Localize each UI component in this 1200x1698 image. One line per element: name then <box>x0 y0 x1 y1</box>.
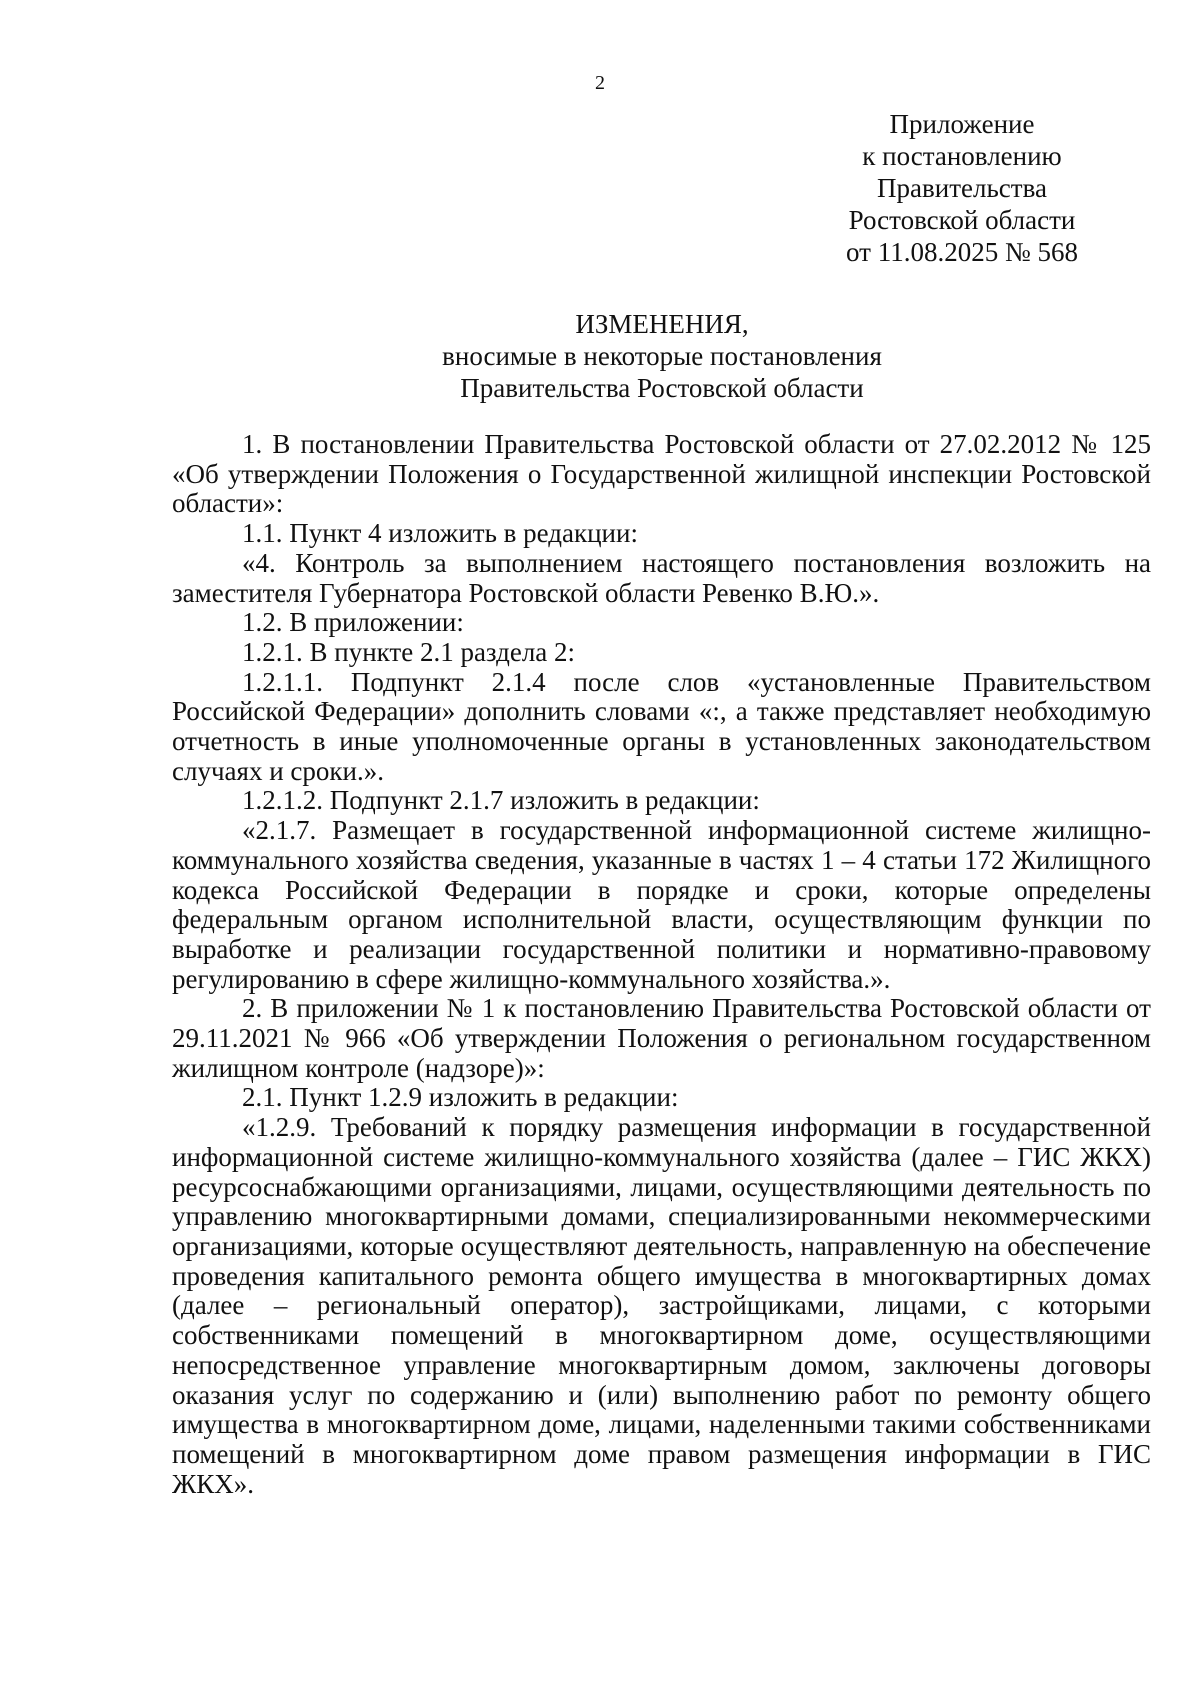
paragraph-quote-1-2-9: «1.2.9. Требований к порядку размещения информации в государственной информационной системе жилищно-коммунального хозяйства (далее – ГИС ЖКХ) ресурсоснабжающими организациями, лицами, осуществляющими деятельность по управлению многоквартирными домами, специализированными некоммерческими организациями, которые осуществляют деятельность, направленную на обеспечение проведения капитального ремонта общего имущества в многоквартирных домах (далее – региональный оператор), застройщиками, лицами, с которыми собственниками помещений в многоквартирном доме, осуществляющими непосредственное управление многоквартирным домом, заключены договоры оказания услуг по содержанию и (или) выполнению работ по ремонту общего имущества в многоквартирном доме, лицами, наделенными такими собственниками помещений в многоквартирном доме правом размещения информации в ГИС ЖКХ». <box>172 1112 1151 1499</box>
paragraph-1-2: 1.2. В приложении: <box>242 607 464 638</box>
paragraph-2: 2. В приложении № 1 к постановлению Правительства Ростовской области от 29.11.2021 № 966 «Об утверждении Положения о региональном государственном жилищном контроле (надзоре)»: <box>172 993 1151 1083</box>
page-number: 2 <box>595 72 605 94</box>
paragraph-1-2-1: 1.2.1. В пункте 2.1 раздела 2: <box>242 636 576 667</box>
document-heading <box>172 308 1152 404</box>
paragraph-quote-4: «4. Контроль за выполнением настоящего постановления возложить на заместителя Губернатора Ростовской области Ревенко В.Ю.». <box>172 547 1151 608</box>
heading-subtitle: Правительства Ростовской области <box>460 373 864 403</box>
paragraph-1-1: 1.1. Пункт 4 изложить в редакции: <box>242 518 638 549</box>
heading-title: ИЗМЕНЕНИЯ, <box>575 309 749 339</box>
annex-line: Правительства <box>877 173 1047 203</box>
paragraph-quote-2-1-7: «2.1.7. Размещает в государственной информационной системе жилищно-коммунального хозяйства сведения, указанные в частях 1 – 4 статьи 172 Жилищного кодекса Российской Федерации в порядке и сроки, которые определены федеральным органом исполнительной власти, осуществляющим функции по выработке и реализации государственной политики и нормативно-правовому регулированию в сфере жилищно-коммунального хозяйства.». <box>172 815 1151 994</box>
document-body <box>172 430 1151 1499</box>
annex-block <box>812 108 1112 268</box>
paragraph-2-1: 2.1. Пункт 1.2.9 изложить в редакции: <box>242 1082 679 1113</box>
paragraph-1-2-1-1: 1.2.1.1. Подпункт 2.1.4 после слов «установленные Правительством Российской Федерации» дополнить словами «:, а также представляет необходимую отчетность в иные уполномоченные органы в установленных законодательством случаях и сроки.». <box>172 666 1151 786</box>
paragraph-1-2-1-2: 1.2.1.2. Подпункт 2.1.7 изложить в редакции: <box>242 785 760 816</box>
heading-subtitle: вносимые в некоторые постановления <box>442 341 882 371</box>
annex-line: к постановлению <box>862 141 1062 171</box>
annex-line: Ростовской области <box>848 205 1076 235</box>
annex-line: от 11.08.2025 № 568 <box>846 237 1078 267</box>
paragraph-1: 1. В постановлении Правительства Ростовской области от 27.02.2012 № 125 «Об утверждении Положения о Государственной жилищной инспекции Ростовской области»: <box>172 429 1151 519</box>
annex-line: Приложение <box>889 109 1035 139</box>
